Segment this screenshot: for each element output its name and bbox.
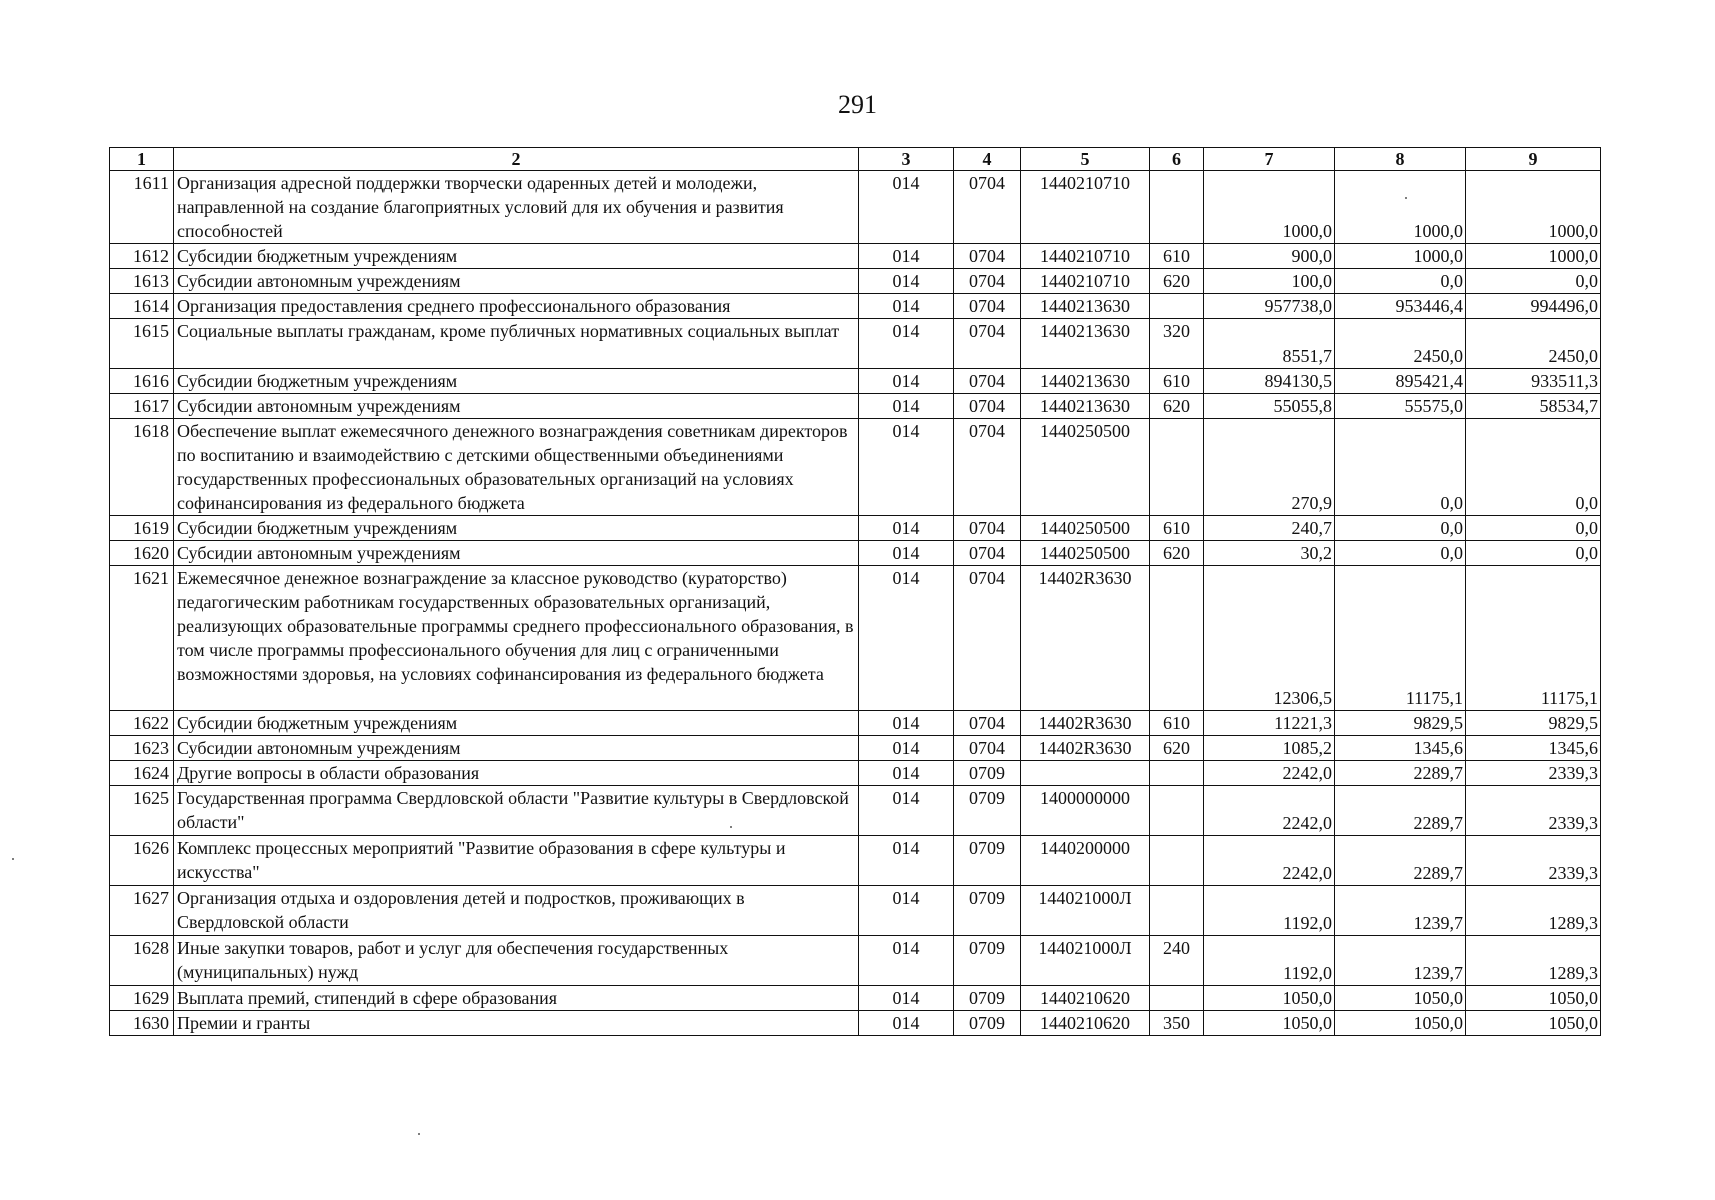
cell-col4: 0709 <box>954 1011 1021 1036</box>
cell-col9: 2450,0 <box>1466 319 1601 369</box>
cell-col6 <box>1150 786 1204 836</box>
cell-col7: 100,0 <box>1204 269 1335 294</box>
row-description: Другие вопросы в области образования <box>174 761 859 786</box>
row-description: Премии и гранты <box>174 1011 859 1036</box>
row-number: 1626 <box>110 836 174 886</box>
table-row <box>110 786 1601 836</box>
table-row <box>110 711 1601 736</box>
column-header-7: 7 <box>1204 148 1335 171</box>
row-description: Субсидии бюджетным учреждениям <box>174 516 859 541</box>
cell-col6: 240 <box>1150 936 1204 986</box>
cell-col9: 0,0 <box>1466 541 1601 566</box>
cell-col5: 1440213630 <box>1021 294 1150 319</box>
cell-col7: 957738,0 <box>1204 294 1335 319</box>
row-description: Субсидии автономным учреждениям <box>174 394 859 419</box>
cell-col7: 1085,2 <box>1204 736 1335 761</box>
cell-col7: 8551,7 <box>1204 319 1335 369</box>
cell-col3: 014 <box>859 171 954 244</box>
cell-col5: 1440200000 <box>1021 836 1150 886</box>
cell-col3: 014 <box>859 936 954 986</box>
cell-col8: 9829,5 <box>1335 711 1466 736</box>
row-description: Субсидии бюджетным учреждениям <box>174 369 859 394</box>
header-row <box>110 148 1601 171</box>
cell-col4: 0704 <box>954 566 1021 711</box>
cell-col3: 014 <box>859 294 954 319</box>
cell-col9: 1289,3 <box>1466 886 1601 936</box>
cell-col8: 895421,4 <box>1335 369 1466 394</box>
cell-col8: 0,0 <box>1335 419 1466 516</box>
cell-col5: 14402R3630 <box>1021 736 1150 761</box>
table-row <box>110 1011 1601 1036</box>
page-number: 291 <box>838 90 877 119</box>
cell-col4: 0709 <box>954 836 1021 886</box>
cell-col8: 0,0 <box>1335 516 1466 541</box>
cell-col3: 014 <box>859 369 954 394</box>
cell-col5: 1440213630 <box>1021 369 1150 394</box>
scan-speck <box>1405 197 1407 199</box>
row-description: Организация предоставления среднего профессионального образования <box>174 294 859 319</box>
cell-col9: 2339,3 <box>1466 836 1601 886</box>
table-row <box>110 566 1601 711</box>
cell-col8: 1000,0 <box>1335 171 1466 244</box>
row-description: Ежемесячное денежное вознаграждение за классное руководство (кураторство) педагогическим работникам государственных образовательных организаций, реализующих образовательные программы среднего профессионального образования, в том числе программы профессионального обучения для лиц с ограниченными возможностями здоровья, на условиях софинансирования из федерального бюджета <box>174 566 859 711</box>
cell-col3: 014 <box>859 1011 954 1036</box>
column-header-2: 2 <box>174 148 859 171</box>
cell-col9: 0,0 <box>1466 419 1601 516</box>
cell-col3: 014 <box>859 541 954 566</box>
table-row <box>110 171 1601 244</box>
row-description: Обеспечение выплат ежемесячного денежного вознаграждения советникам директоров по воспитанию и взаимодействию с детскими общественными объединениями государственных профессиональных образовательных организаций на условиях софинансирования из федерального бюджета <box>174 419 859 516</box>
cell-col4: 0704 <box>954 244 1021 269</box>
cell-col5: 1440250500 <box>1021 541 1150 566</box>
row-description: Организация отдыха и оздоровления детей и подростков, проживающих в Свердловской области <box>174 886 859 936</box>
cell-col4: 0704 <box>954 269 1021 294</box>
cell-col6: 620 <box>1150 736 1204 761</box>
cell-col8: 953446,4 <box>1335 294 1466 319</box>
cell-col9: 2339,3 <box>1466 786 1601 836</box>
table-row <box>110 419 1601 516</box>
cell-col3: 014 <box>859 786 954 836</box>
cell-col5: 1440210710 <box>1021 269 1150 294</box>
table-row <box>110 294 1601 319</box>
row-number: 1627 <box>110 886 174 936</box>
cell-col6: 320 <box>1150 319 1204 369</box>
column-header-6: 6 <box>1150 148 1204 171</box>
row-description: Субсидии бюджетным учреждениям <box>174 244 859 269</box>
table-row <box>110 936 1601 986</box>
cell-col8: 1239,7 <box>1335 886 1466 936</box>
cell-col8: 2289,7 <box>1335 786 1466 836</box>
budget-table <box>109 147 1601 1036</box>
cell-col9: 1345,6 <box>1466 736 1601 761</box>
table-row <box>110 394 1601 419</box>
cell-col5: 1440213630 <box>1021 319 1150 369</box>
row-description: Государственная программа Свердловской области "Развитие культуры в Свердловской области" <box>174 786 859 836</box>
cell-col7: 894130,5 <box>1204 369 1335 394</box>
cell-col4: 0704 <box>954 171 1021 244</box>
row-number: 1613 <box>110 269 174 294</box>
cell-col4: 0709 <box>954 986 1021 1011</box>
cell-col6: 610 <box>1150 244 1204 269</box>
row-description: Субсидии автономным учреждениям <box>174 269 859 294</box>
cell-col9: 1000,0 <box>1466 171 1601 244</box>
cell-col3: 014 <box>859 761 954 786</box>
cell-col7: 55055,8 <box>1204 394 1335 419</box>
row-number: 1611 <box>110 171 174 244</box>
cell-col6 <box>1150 836 1204 886</box>
cell-col5: 1440210710 <box>1021 171 1150 244</box>
cell-col4: 0704 <box>954 541 1021 566</box>
cell-col7: 1000,0 <box>1204 171 1335 244</box>
cell-col8: 2289,7 <box>1335 836 1466 886</box>
cell-col7: 2242,0 <box>1204 761 1335 786</box>
row-number: 1625 <box>110 786 174 836</box>
cell-col3: 014 <box>859 736 954 761</box>
row-number: 1623 <box>110 736 174 761</box>
cell-col8: 11175,1 <box>1335 566 1466 711</box>
cell-col5: 1440210620 <box>1021 986 1150 1011</box>
cell-col5: 144021000Л <box>1021 886 1150 936</box>
cell-col9: 1289,3 <box>1466 936 1601 986</box>
cell-col5: 1440210710 <box>1021 244 1150 269</box>
cell-col5: 1440210620 <box>1021 1011 1150 1036</box>
row-description: Субсидии автономным учреждениям <box>174 541 859 566</box>
cell-col4: 0704 <box>954 319 1021 369</box>
table-row <box>110 761 1601 786</box>
cell-col9: 1050,0 <box>1466 1011 1601 1036</box>
cell-col4: 0709 <box>954 786 1021 836</box>
cell-col3: 014 <box>859 566 954 711</box>
table-row <box>110 986 1601 1011</box>
row-description: Выплата премий, стипендий в сфере образования <box>174 986 859 1011</box>
cell-col5: 14402R3630 <box>1021 566 1150 711</box>
row-description: Организация адресной поддержки творчески одаренных детей и молодежи, направленной на создание благоприятных условий для их обучения и развития способностей <box>174 171 859 244</box>
cell-col9: 58534,7 <box>1466 394 1601 419</box>
cell-col4: 0704 <box>954 294 1021 319</box>
cell-col9: 0,0 <box>1466 269 1601 294</box>
cell-col8: 2289,7 <box>1335 761 1466 786</box>
table-row <box>110 516 1601 541</box>
cell-col8: 1050,0 <box>1335 1011 1466 1036</box>
cell-col8: 0,0 <box>1335 541 1466 566</box>
cell-col9: 933511,3 <box>1466 369 1601 394</box>
cell-col7: 1192,0 <box>1204 886 1335 936</box>
scan-speck <box>418 1133 420 1135</box>
cell-col6 <box>1150 886 1204 936</box>
cell-col6: 350 <box>1150 1011 1204 1036</box>
cell-col3: 014 <box>859 886 954 936</box>
cell-col4: 0709 <box>954 886 1021 936</box>
cell-col9: 1050,0 <box>1466 986 1601 1011</box>
cell-col9: 1000,0 <box>1466 244 1601 269</box>
cell-col3: 014 <box>859 244 954 269</box>
cell-col3: 014 <box>859 319 954 369</box>
cell-col4: 0704 <box>954 369 1021 394</box>
cell-col8: 1050,0 <box>1335 986 1466 1011</box>
cell-col5 <box>1021 761 1150 786</box>
row-number: 1619 <box>110 516 174 541</box>
cell-col5: 144021000Л <box>1021 936 1150 986</box>
cell-col8: 0,0 <box>1335 269 1466 294</box>
row-number: 1624 <box>110 761 174 786</box>
scan-speck <box>12 858 14 860</box>
row-number: 1616 <box>110 369 174 394</box>
cell-col7: 2242,0 <box>1204 786 1335 836</box>
row-number: 1615 <box>110 319 174 369</box>
row-description: Субсидии бюджетным учреждениям <box>174 711 859 736</box>
cell-col6: 610 <box>1150 369 1204 394</box>
cell-col7: 1050,0 <box>1204 986 1335 1011</box>
cell-col9: 0,0 <box>1466 516 1601 541</box>
cell-col9: 994496,0 <box>1466 294 1601 319</box>
cell-col4: 0709 <box>954 936 1021 986</box>
row-number: 1614 <box>110 294 174 319</box>
cell-col3: 014 <box>859 836 954 886</box>
cell-col5: 14402R3630 <box>1021 711 1150 736</box>
cell-col6: 620 <box>1150 269 1204 294</box>
cell-col8: 55575,0 <box>1335 394 1466 419</box>
cell-col7: 2242,0 <box>1204 836 1335 886</box>
cell-col6: 620 <box>1150 541 1204 566</box>
cell-col8: 1239,7 <box>1335 936 1466 986</box>
cell-col7: 11221,3 <box>1204 711 1335 736</box>
row-description: Социальные выплаты гражданам, кроме публичных нормативных социальных выплат <box>174 319 859 369</box>
cell-col7: 1192,0 <box>1204 936 1335 986</box>
scan-speck <box>730 826 732 828</box>
cell-col6 <box>1150 171 1204 244</box>
cell-col3: 014 <box>859 986 954 1011</box>
cell-col7: 12306,5 <box>1204 566 1335 711</box>
cell-col6 <box>1150 986 1204 1011</box>
cell-col6: 610 <box>1150 711 1204 736</box>
row-number: 1612 <box>110 244 174 269</box>
row-number: 1628 <box>110 936 174 986</box>
table-row <box>110 836 1601 886</box>
cell-col7: 240,7 <box>1204 516 1335 541</box>
cell-col3: 014 <box>859 711 954 736</box>
row-number: 1618 <box>110 419 174 516</box>
cell-col8: 1000,0 <box>1335 244 1466 269</box>
cell-col4: 0704 <box>954 516 1021 541</box>
cell-col7: 270,9 <box>1204 419 1335 516</box>
cell-col5: 1400000000 <box>1021 786 1150 836</box>
row-number: 1617 <box>110 394 174 419</box>
cell-col4: 0709 <box>954 761 1021 786</box>
cell-col6 <box>1150 761 1204 786</box>
cell-col8: 2450,0 <box>1335 319 1466 369</box>
table-row <box>110 269 1601 294</box>
row-number: 1620 <box>110 541 174 566</box>
cell-col3: 014 <box>859 269 954 294</box>
cell-col7: 30,2 <box>1204 541 1335 566</box>
row-description: Комплекс процессных мероприятий "Развитие образования в сфере культуры и искусства" <box>174 836 859 886</box>
table-row <box>110 736 1601 761</box>
row-description: Иные закупки товаров, работ и услуг для обеспечения государственных (муниципальных) нужд <box>174 936 859 986</box>
column-header-1: 1 <box>110 148 174 171</box>
column-header-9: 9 <box>1466 148 1601 171</box>
cell-col5: 1440213630 <box>1021 394 1150 419</box>
column-header-8: 8 <box>1335 148 1466 171</box>
cell-col4: 0704 <box>954 711 1021 736</box>
column-header-5: 5 <box>1021 148 1150 171</box>
table-row <box>110 319 1601 369</box>
cell-col6 <box>1150 419 1204 516</box>
table-row <box>110 541 1601 566</box>
cell-col5: 1440250500 <box>1021 419 1150 516</box>
cell-col9: 11175,1 <box>1466 566 1601 711</box>
row-number: 1622 <box>110 711 174 736</box>
cell-col3: 014 <box>859 394 954 419</box>
row-number: 1630 <box>110 1011 174 1036</box>
table-row <box>110 369 1601 394</box>
cell-col8: 1345,6 <box>1335 736 1466 761</box>
cell-col3: 014 <box>859 516 954 541</box>
table-body <box>110 171 1601 1036</box>
column-header-3: 3 <box>859 148 954 171</box>
cell-col3: 014 <box>859 419 954 516</box>
cell-col7: 1050,0 <box>1204 1011 1335 1036</box>
cell-col5: 1440250500 <box>1021 516 1150 541</box>
row-description: Субсидии автономным учреждениям <box>174 736 859 761</box>
cell-col7: 900,0 <box>1204 244 1335 269</box>
cell-col4: 0704 <box>954 419 1021 516</box>
cell-col9: 2339,3 <box>1466 761 1601 786</box>
cell-col6: 610 <box>1150 516 1204 541</box>
row-number: 1629 <box>110 986 174 1011</box>
cell-col4: 0704 <box>954 736 1021 761</box>
row-number: 1621 <box>110 566 174 711</box>
table-header <box>110 148 1601 171</box>
table-row <box>110 886 1601 936</box>
cell-col6 <box>1150 566 1204 711</box>
cell-col4: 0704 <box>954 394 1021 419</box>
column-header-4: 4 <box>954 148 1021 171</box>
cell-col6 <box>1150 294 1204 319</box>
cell-col6: 620 <box>1150 394 1204 419</box>
cell-col9: 9829,5 <box>1466 711 1601 736</box>
table-row <box>110 244 1601 269</box>
